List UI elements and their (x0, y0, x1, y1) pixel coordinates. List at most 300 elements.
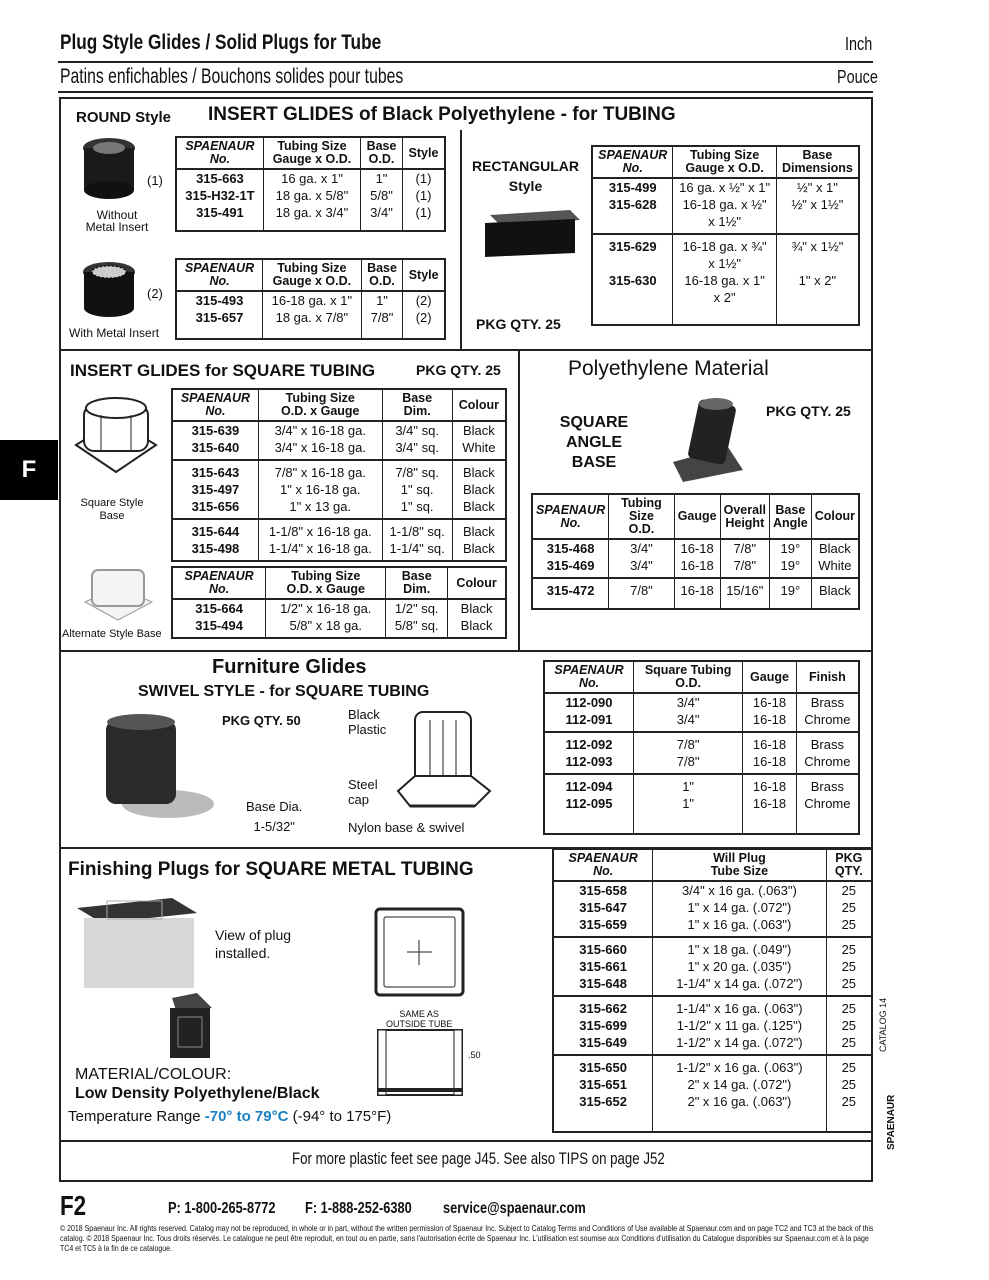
part-number: 315-650 (553, 1055, 653, 1076)
callout-plastic: Black Plastic (348, 707, 387, 737)
table-cell: 3/4" (634, 711, 743, 732)
table-row (172, 599, 506, 617)
table-cell: 7/8" (720, 557, 769, 578)
table-cell: 7/8" x 16-18 ga. (258, 460, 382, 481)
column-header: SPAENAUR No. (172, 567, 266, 599)
table-cell (361, 329, 403, 339)
page-number: F2 (60, 1190, 87, 1221)
table-row (172, 498, 506, 519)
part-number: 315-493 (176, 291, 263, 309)
caption-with-insert: With Metal Insert (69, 326, 160, 340)
table-cell: 1" (361, 291, 403, 309)
column-header: Gauge (743, 661, 797, 693)
part-number: 112-091 (544, 711, 634, 732)
table-cell: Black (452, 540, 506, 560)
round-table-1 (175, 136, 446, 232)
temp-celsius: -70° to 79°C (204, 1108, 289, 1125)
round-glide-metal-image (76, 258, 146, 324)
table-cell: Black (452, 498, 506, 519)
table-cell: ½" x 1½" (776, 196, 859, 234)
table-cell (634, 815, 743, 834)
table-filler (176, 224, 445, 231)
table-cell (796, 815, 859, 834)
rectangular-style-label: RECTANGULAR Style (471, 158, 580, 194)
furniture-pkg-qty: PKG QTY. 50 (222, 713, 301, 728)
table-cell (609, 602, 674, 609)
column-header: Tubing Size Gauge x O.D. (673, 146, 776, 178)
table-row (592, 178, 859, 196)
data-table (171, 566, 507, 639)
data-table (552, 848, 873, 1133)
table-cell: 16-18 (743, 711, 797, 732)
material-value: Low Density Polyethylene/Black (75, 1085, 320, 1102)
table-cell: 1" sq. (382, 498, 452, 519)
column-header: Finish (796, 661, 859, 693)
table-cell: 16-18 ga. x ¾" x 1½" (673, 234, 776, 272)
table-cell: 15/16" (720, 578, 769, 602)
table-cell (266, 637, 386, 638)
part-number: 315-491 (176, 204, 263, 224)
table-cell: 1-1/8" x 16-18 ga. (258, 519, 382, 540)
page-title: Plug Style Glides / Solid Plugs for Tube (60, 31, 382, 54)
table-cell (172, 560, 258, 561)
part-number: 112-093 (544, 753, 634, 774)
table-cell: 1-1/4" sq. (382, 540, 452, 560)
table-cell: 2" x 14 ga. (.072") (653, 1076, 826, 1093)
table-cell: 16-18 ga. x ½" x 1½" (673, 196, 776, 234)
temp-label: Temperature Range (68, 1108, 205, 1125)
angle-base-label: SQUARE ANGLE BASE (559, 414, 629, 471)
table-row (553, 1055, 872, 1076)
table-cell: Black (452, 481, 506, 498)
column-header: Overall Height (720, 494, 769, 539)
table-cell: 7/8" (634, 732, 743, 753)
table-header-row (553, 849, 872, 881)
table-cell: 25 (826, 975, 872, 996)
furniture-subheading: SWIVEL STYLE - for SQUARE TUBING (138, 683, 430, 700)
table-row (553, 975, 872, 996)
table-cell: Brass (796, 693, 859, 711)
round-glide-image (76, 134, 146, 206)
table-cell: 7/8" sq. (382, 460, 452, 481)
table-cell: 1" x 16 ga. (.063") (653, 916, 826, 937)
part-number: 315-629 (592, 234, 673, 272)
fax: F: 1-888-252-6380 (305, 1200, 412, 1217)
table-cell: 18 ga. x 7/8" (263, 309, 362, 329)
page-subtitle: Patins enfichables / Bouchons solides pour tubes (60, 65, 404, 88)
column-header: SPAENAUR No. (176, 137, 263, 169)
part-number: 315-657 (176, 309, 263, 329)
data-table (175, 136, 446, 232)
part-number: 315-630 (592, 272, 673, 309)
column-header: Colour (448, 567, 506, 599)
table-cell: 25 (826, 881, 872, 899)
table-cell: 16-18 ga. x 1" (263, 291, 362, 309)
table-row (553, 916, 872, 937)
table-header-row (544, 661, 859, 693)
part-number: 315-640 (172, 439, 258, 460)
caption-without-insert: Without Metal Insert (85, 208, 149, 234)
table-cell: 25 (826, 1017, 872, 1034)
table-cell (263, 224, 360, 231)
email-link[interactable]: service@spaenaur.com (443, 1200, 586, 1217)
material-label: MATERIAL/COLOUR: (75, 1066, 232, 1083)
table-cell (592, 309, 673, 325)
table-cell: 1-1/2" x 11 ga. (.125") (653, 1017, 826, 1034)
table-cell (402, 224, 445, 231)
table-row (544, 711, 859, 732)
table-cell: Chrome (796, 711, 859, 732)
table-filler (592, 309, 859, 325)
part-number: 112-094 (544, 774, 634, 795)
table-header-row (172, 389, 506, 421)
column-header: Style (403, 259, 445, 291)
table-cell: 18 ga. x 5/8" (263, 187, 360, 204)
table-cell (172, 637, 266, 638)
part-number: 315-651 (553, 1076, 653, 1093)
finishing-heading: Finishing Plugs for SQUARE METAL TUBING (68, 859, 474, 880)
column-header: PKG QTY. (826, 849, 872, 881)
part-number: 315-498 (172, 540, 258, 560)
table-row (553, 1034, 872, 1055)
part-number: 315-472 (532, 578, 609, 602)
table-cell: Chrome (796, 753, 859, 774)
table-row (553, 881, 872, 899)
part-number: 315-659 (553, 916, 653, 937)
table-cell: ¾" x 1½" (776, 234, 859, 272)
table-cell: 16 ga. x ½" x 1" (673, 178, 776, 196)
table-cell (826, 1113, 872, 1132)
part-number: 315-469 (532, 557, 609, 578)
part-number: 315-649 (553, 1034, 653, 1055)
table-row (592, 196, 859, 234)
table-row (532, 539, 859, 557)
table-cell: 25 (826, 1034, 872, 1055)
swivel-glide-photo (98, 712, 218, 832)
alternate-style-caption: Alternate Style Base (62, 628, 162, 640)
table-cell: 5/8" x 18 ga. (266, 617, 386, 637)
column-header: Gauge (674, 494, 720, 539)
table-cell: 1" x 18 ga. (.049") (653, 937, 826, 958)
table-cell: 1" x 13 ga. (258, 498, 382, 519)
table-row (544, 774, 859, 795)
table-cell: 7/8" (361, 309, 403, 329)
alternate-glide-image (80, 562, 156, 624)
legal-text: © 2018 Spaenaur Inc. All rights reserved. Catalog may not be reproduced, in whole or in part, without the written permission of Spaenaur Inc. Subject to Catalog Terms and Conditions of Use available at Spaenaur.com and on page TC2 and TC3 at the back of this catalog. © 2018 Spaenaur Inc. Tous droits réservés. Le catalogue ne peut être reproduit, en tout ou en partie, sans l'autorisation écrite de Spaenaur Inc. L'utilisation est soumise aux Conditions d'utilisation du Catalogue disponibles sur Spaenaur.com et à la page TC4 et TC5 à la fin de ce catalogue. (60, 1223, 874, 1253)
table-row (544, 795, 859, 815)
table-cell (544, 815, 634, 834)
table-row (172, 460, 506, 481)
table-cell: 16-18 (743, 753, 797, 774)
table-row (592, 272, 859, 309)
table-cell (653, 1113, 826, 1132)
table-cell (386, 637, 448, 638)
table-cell (176, 224, 263, 231)
unit-label: Inch (845, 34, 873, 54)
temp-fahrenheit: (-94° to 175°F) (288, 1108, 392, 1125)
header-divider (58, 61, 873, 63)
table-cell: 16-18 (674, 539, 720, 557)
insert-glides-heading: INSERT GLIDES of Black Polyethylene - for TUBING (208, 104, 676, 125)
table-cell: Black (811, 578, 859, 602)
table-row (172, 617, 506, 637)
table-cell: 3/4" x 16-18 ga. (258, 439, 382, 460)
part-number: 315-468 (532, 539, 609, 557)
view-note: View of plug installed. (215, 927, 292, 961)
table-cell: 16-18 (674, 578, 720, 602)
section-tab: F (0, 440, 58, 500)
column-header: SPAENAUR No. (553, 849, 653, 881)
part-number: 315-644 (172, 519, 258, 540)
square-pkg-qty: PKG QTY. 25 (416, 362, 501, 378)
part-number: 315-628 (592, 196, 673, 234)
table-cell (532, 602, 609, 609)
data-table (175, 258, 446, 340)
phone: P: 1-800-265-8772 (168, 1200, 276, 1217)
table-cell: 16-18 (743, 732, 797, 753)
table-row (544, 753, 859, 774)
table-cell: 1" x 20 ga. (.035") (653, 958, 826, 975)
brand-vertical: SPAENAUR (886, 1094, 897, 1150)
table-cell: 3/4" (609, 539, 674, 557)
table-cell: Brass (796, 732, 859, 753)
table-cell: (1) (402, 187, 445, 204)
table-cell: 7/8" (720, 539, 769, 557)
table-cell: 1-1/4" x 14 ga. (.072") (653, 975, 826, 996)
table-cell: 16 ga. x 1" (263, 169, 360, 187)
table-header-row (172, 567, 506, 599)
furniture-table (543, 660, 860, 835)
table-filler (176, 329, 445, 339)
table-filler (544, 815, 859, 834)
table-cell: 1" (634, 795, 743, 815)
round-style-label: ROUND Style (76, 109, 172, 126)
part-number: 315-648 (553, 975, 653, 996)
rectangular-table (591, 145, 860, 326)
swivel-glide-drawing (390, 706, 500, 818)
style-marker: (2) (147, 286, 163, 301)
part-number: 315-658 (553, 881, 653, 899)
column-header: Base Dim. (382, 389, 452, 421)
table-cell: ½" x 1" (776, 178, 859, 196)
table-cell: 1-1/8" sq. (382, 519, 452, 540)
table-cell (720, 602, 769, 609)
part-number: 315-661 (553, 958, 653, 975)
table-cell: 25 (826, 958, 872, 975)
table-cell: Black (452, 460, 506, 481)
data-table (171, 388, 507, 562)
divider (59, 1140, 873, 1142)
column-header: Square Tubing O.D. (634, 661, 743, 693)
part-number: 315-663 (176, 169, 263, 187)
part-number: 315-497 (172, 481, 258, 498)
table-cell: 1" (634, 774, 743, 795)
table-row (172, 421, 506, 439)
header-divider (58, 91, 873, 93)
polyethylene-heading: Polyethylene Material (568, 357, 769, 380)
unit-label-fr: Pouce (837, 67, 878, 87)
table-header-row (532, 494, 859, 539)
table-cell: 3/4" (634, 693, 743, 711)
table-cell: 16-18 (743, 693, 797, 711)
table-row (544, 693, 859, 711)
table-header-row (176, 137, 445, 169)
square-table-1 (171, 388, 507, 556)
table-cell: 18 ga. x 3/4" (263, 204, 360, 224)
table-filler (553, 1113, 872, 1132)
table-cell (811, 602, 859, 609)
table-cell: 3/4" sq. (382, 421, 452, 439)
table-cell: 25 (826, 1093, 872, 1113)
part-number: 112-090 (544, 693, 634, 711)
table-cell: 16-18 (743, 795, 797, 815)
divider (460, 130, 462, 350)
table-cell (673, 309, 776, 325)
column-header: SPAENAUR No. (544, 661, 634, 693)
column-header: Colour (452, 389, 506, 421)
plug-diagram (372, 905, 467, 1105)
table-cell: 2" x 16 ga. (.063") (653, 1093, 826, 1113)
divider (59, 349, 873, 351)
table-cell: 3/4" x 16 ga. (.063") (653, 881, 826, 899)
table-cell: 5/8" sq. (386, 617, 448, 637)
part-number: 315-647 (553, 899, 653, 916)
table-cell: 1/2" x 16-18 ga. (266, 599, 386, 617)
rect-pkg-qty: PKG QTY. 25 (476, 316, 561, 332)
angle-table (531, 493, 860, 610)
table-cell (403, 329, 445, 339)
square-table-2 (171, 566, 507, 637)
finishing-table (552, 848, 873, 1133)
base-dia-label: Base Dia. 1-5/32" (246, 799, 303, 834)
column-header: SPAENAUR No. (532, 494, 609, 539)
column-header: Base O.D. (361, 259, 403, 291)
same-as-label: SAME AS OUTSIDE TUBE (386, 1009, 453, 1029)
table-cell: 1-1/2" x 14 ga. (.072") (653, 1034, 826, 1055)
table-cell: Brass (796, 774, 859, 795)
table-row (553, 1076, 872, 1093)
table-row (176, 187, 445, 204)
callout-steel: Steel cap (348, 777, 378, 807)
column-header: Tubing Size Gauge x O.D. (263, 259, 362, 291)
angle-glide-image (668, 392, 748, 482)
part-number: 315-H32-1T (176, 187, 263, 204)
column-header: Tubing Size Gauge x O.D. (263, 137, 360, 169)
part-number: 315-499 (592, 178, 673, 196)
table-cell: 25 (826, 916, 872, 937)
table-cell: 16-18 (674, 557, 720, 578)
table-cell: 25 (826, 1055, 872, 1076)
column-header: Base Dimensions (776, 146, 859, 178)
table-cell (743, 815, 797, 834)
table-row (532, 578, 859, 602)
part-number: 112-095 (544, 795, 634, 815)
table-cell (382, 560, 452, 561)
table-cell: Black (811, 539, 859, 557)
table-cell: 25 (826, 937, 872, 958)
column-header: SPAENAUR No. (592, 146, 673, 178)
table-cell (553, 1113, 653, 1132)
table-filler (532, 602, 859, 609)
column-header: Tubing Size O.D. x Gauge (266, 567, 386, 599)
table-cell: 25 (826, 899, 872, 916)
square-style-caption: Square Style Base (80, 497, 144, 522)
column-header: SPAENAUR No. (176, 259, 263, 291)
data-table (531, 493, 860, 610)
catalog-label: CATALOG 14 (878, 997, 888, 1052)
table-cell (361, 224, 403, 231)
table-cell (176, 329, 263, 339)
more-info-note: For more plastic feet see page J45. See also TIPS on page J52 (292, 1149, 665, 1168)
table-row (544, 732, 859, 753)
table-row (553, 1093, 872, 1113)
table-cell: 19° (769, 578, 811, 602)
table-cell: 16-18 ga. x 1" x 2" (673, 272, 776, 309)
part-number: 112-092 (544, 732, 634, 753)
table-cell: (1) (402, 169, 445, 187)
square-glide-image (66, 390, 162, 486)
part-number: 315-652 (553, 1093, 653, 1113)
part-number: 315-656 (172, 498, 258, 519)
table-cell: (2) (403, 309, 445, 329)
square-heading: INSERT GLIDES for SQUARE TUBING (70, 361, 376, 380)
table-cell (769, 602, 811, 609)
table-cell (258, 560, 382, 561)
table-row (176, 291, 445, 309)
table-row (592, 234, 859, 272)
column-header: Will Plug Tube Size (653, 849, 826, 881)
table-row (176, 309, 445, 329)
angle-pkg-qty: PKG QTY. 25 (766, 403, 851, 419)
table-row (172, 439, 506, 460)
table-cell: 5/8" (361, 187, 403, 204)
table-cell: (2) (403, 291, 445, 309)
table-cell: 3/4" (609, 557, 674, 578)
table-cell: 1/2" sq. (386, 599, 448, 617)
part-number: 315-494 (172, 617, 266, 637)
table-row (172, 519, 506, 540)
column-header: Base Dim. (386, 567, 448, 599)
table-cell: 3/4" x 16-18 ga. (258, 421, 382, 439)
data-table (591, 145, 860, 326)
table-row (553, 937, 872, 958)
table-cell (263, 329, 362, 339)
table-cell: Chrome (796, 795, 859, 815)
table-cell: 16-18 (743, 774, 797, 795)
table-cell: 1" sq. (382, 481, 452, 498)
table-cell: 1" x 16-18 ga. (258, 481, 382, 498)
column-header: Tubing Size O.D. (609, 494, 674, 539)
table-cell: 7/8" (634, 753, 743, 774)
table-filler (172, 560, 506, 561)
table-cell: 19° (769, 539, 811, 557)
table-cell: 1" x 2" (776, 272, 859, 309)
style-marker: (1) (147, 173, 163, 188)
table-cell: 25 (826, 996, 872, 1017)
part-number: 315-664 (172, 599, 266, 617)
table-cell (776, 309, 859, 325)
column-header: Colour (811, 494, 859, 539)
temperature-range (68, 1108, 391, 1125)
table-cell (448, 637, 506, 638)
table-row (176, 204, 445, 224)
table-cell: White (452, 439, 506, 460)
finishing-plug-photo (72, 893, 212, 1063)
column-header: Base Angle (769, 494, 811, 539)
table-cell: (1) (402, 204, 445, 224)
divider (59, 650, 873, 652)
table-row (553, 1017, 872, 1034)
